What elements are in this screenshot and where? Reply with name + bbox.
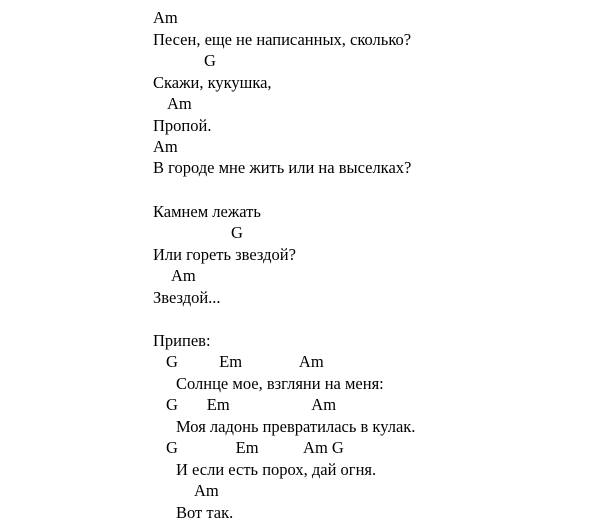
lyric-line: Скажи, кукушка, [153,73,272,92]
lyric-line: Моя ладонь превратилась в кулак. [176,417,416,436]
lyric-line: Солнце мое, взгляни на меня: [176,374,384,393]
lyric-line: Камнем лежать [153,202,261,221]
chord-line: G Em Am [166,352,324,371]
chord-line: Am [153,8,178,27]
chord-line: Am [153,137,178,156]
lyric-line: Вот так. [176,503,234,522]
chord-line: Am [194,481,219,500]
lyric-line: Песен, еще не написанных, сколько? [153,30,412,49]
lyric-line: И если есть порох, дай огня. [176,460,377,479]
chord-line: G [204,51,216,70]
chord-line: G [231,223,243,242]
lyric-line: Звездой... [153,288,221,307]
lyric-line: В городе мне жить или на выселках? [153,158,412,177]
lyric-line: Или гореть звездой? [153,245,296,264]
chord-line: Am [167,94,192,113]
chorus-heading: Припев: [153,331,211,350]
chord-line: G Em Am [166,395,337,414]
chord-line: G Em Am G [166,438,344,457]
chord-line: Am [171,266,196,285]
lyric-line: Пропой. [153,116,212,135]
